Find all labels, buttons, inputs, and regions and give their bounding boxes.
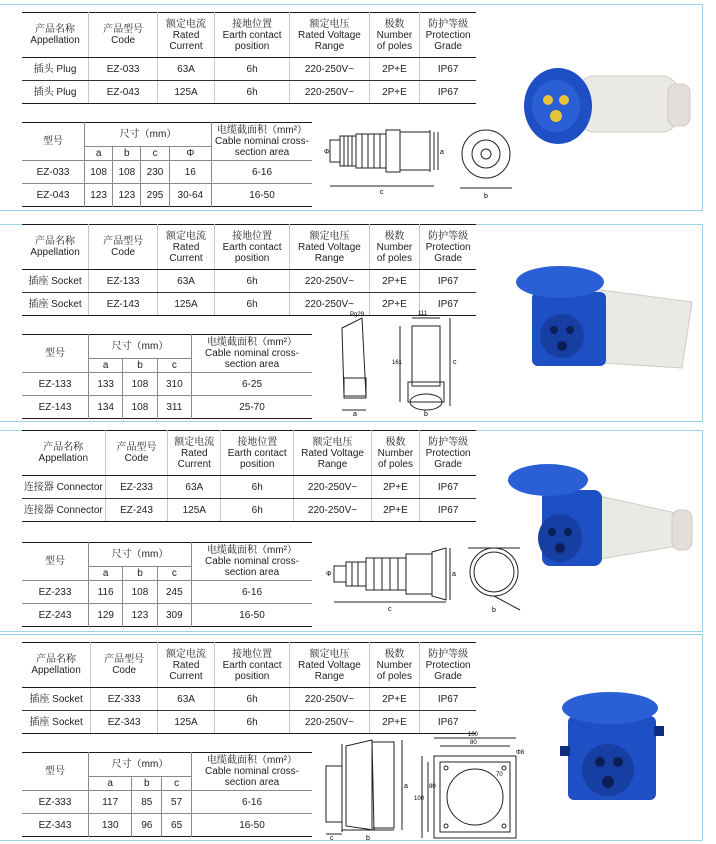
header-line: position	[234, 40, 270, 52]
table-header-cell	[158, 643, 215, 688]
header-line: 接地位置	[237, 436, 278, 448]
table-cell: 220-250V~	[290, 81, 369, 104]
header-line: Earth contact	[227, 447, 287, 459]
width-111-label: 111	[418, 311, 428, 317]
table-cell: 108	[85, 161, 113, 184]
table-cell: 125A	[168, 499, 221, 522]
table-header-cell: c	[162, 777, 192, 791]
table-cell: 295	[141, 184, 169, 207]
table-cell: 108	[123, 581, 157, 604]
table-cell: 插座 Socket	[22, 688, 91, 711]
header-line: Code	[111, 35, 136, 46]
table-cell: IP67	[420, 711, 476, 734]
table-cell: 129	[89, 604, 123, 627]
header-line: 极数	[384, 230, 405, 242]
header-line: Range	[314, 252, 345, 264]
table-row	[22, 373, 312, 396]
header-line: Current	[169, 252, 203, 264]
header-line: Rated Voltage	[298, 29, 361, 41]
socket-technical-drawing	[326, 306, 476, 418]
height-161-label: 161	[392, 360, 403, 366]
table-cell: EZ-333	[91, 688, 158, 711]
dimension-table	[22, 334, 312, 419]
header-line: 产品名称	[43, 442, 84, 453]
table-row	[22, 581, 312, 604]
table-cell: 65	[162, 814, 192, 837]
table-cell: EZ-233	[105, 476, 168, 499]
dim-a-label: a	[404, 783, 408, 790]
header-line: section area	[224, 567, 280, 578]
table-header-cell	[369, 225, 420, 270]
header-line: Grade	[434, 670, 462, 682]
table-row	[22, 161, 312, 184]
header-line: Protection	[425, 29, 471, 41]
table-header-cell	[420, 431, 476, 476]
header-line: 接地位置	[232, 18, 273, 30]
table-header-cell	[168, 431, 221, 476]
header-line: Grade	[434, 252, 462, 264]
header-line: Grade	[434, 458, 462, 470]
table-header-cell: 型号	[22, 543, 89, 581]
table-cell: 108	[123, 373, 157, 396]
header-line: Number	[376, 659, 413, 671]
table-row	[22, 476, 476, 499]
table-header-cell: a	[89, 567, 123, 581]
header-line: 防护等级	[428, 18, 469, 30]
header-line: Grade	[434, 40, 462, 52]
table-row	[22, 396, 312, 419]
table-cell: 123	[123, 604, 157, 627]
dim-c-label: c	[380, 189, 384, 196]
spec-table	[22, 430, 476, 522]
header-line: Number	[376, 29, 413, 41]
table-cell: EZ-043	[22, 184, 85, 207]
table-header-cell	[214, 225, 289, 270]
phi-label: Φ	[326, 571, 332, 578]
table-cell: EZ-143	[89, 293, 158, 316]
table-cell: 245	[157, 581, 191, 604]
col-model: 型号	[22, 123, 85, 161]
header-line: Protection	[425, 447, 471, 459]
header-line: Range	[317, 458, 348, 470]
table-cell: EZ-343	[22, 814, 89, 837]
table-cell: 310	[157, 373, 191, 396]
header-line: 电缆截面积（mm²）	[207, 545, 297, 556]
header-line: Appellation	[38, 453, 89, 464]
table-header-cell	[214, 643, 289, 688]
table-header-cell: b	[113, 147, 141, 161]
table-header-cell: 尺寸（mm）	[89, 753, 192, 777]
header-line: Current	[177, 458, 211, 470]
table-cell: 25-70	[192, 396, 313, 419]
header-line: Rated	[172, 659, 200, 671]
dim-a-label: a	[353, 411, 357, 418]
table-header-cell	[420, 225, 476, 270]
table-cell: IP67	[420, 688, 476, 711]
table-row	[22, 270, 476, 293]
header-line: Range	[314, 40, 345, 52]
section-panel-socket	[0, 634, 716, 844]
col-size: 尺寸（mm）	[85, 123, 212, 147]
table-cell: 2P+E	[369, 293, 420, 316]
table-row	[22, 814, 312, 837]
spec-table	[22, 642, 476, 734]
table-cell: 16-50	[192, 814, 313, 837]
col-protection	[420, 13, 476, 58]
col-code	[89, 13, 158, 58]
header-line: 额定电流	[166, 230, 207, 242]
table-cell: 123	[113, 184, 141, 207]
table-cell: 116	[89, 581, 123, 604]
table-header-cell	[89, 225, 158, 270]
dim-c-label: c	[388, 606, 392, 613]
table-header-cell: a	[85, 147, 113, 161]
dim-b-label: b	[492, 607, 496, 614]
dim-c-label: c	[453, 359, 457, 366]
table-cell: 6h	[221, 499, 294, 522]
table-cell: 6h	[214, 688, 289, 711]
header-line: 极数	[385, 436, 406, 448]
table-header-cell: c	[157, 359, 191, 373]
col-poles	[369, 13, 420, 58]
header-line: 额定电压	[312, 436, 353, 448]
table-cell: 6-16	[192, 791, 313, 814]
table-cell: 63A	[158, 58, 215, 81]
table-cell: EZ-133	[89, 270, 158, 293]
table-header-cell	[22, 431, 105, 476]
table-header-cell: b	[123, 567, 157, 581]
table-header-cell: a	[89, 359, 123, 373]
table-cell: 2P+E	[369, 711, 420, 734]
spec-table	[22, 12, 476, 104]
table-cell: 133	[89, 373, 123, 396]
phi8-label: Φ8	[516, 750, 525, 756]
dim-b-label: b	[424, 411, 428, 418]
header-line: 电缆截面积（mm²）	[207, 337, 297, 348]
header-line: 额定电流	[174, 436, 215, 448]
header-line: 产品型号	[103, 24, 144, 35]
header-line: Rated Voltage	[298, 241, 361, 253]
table-cell: EZ-143	[22, 396, 89, 419]
header-line: of poles	[376, 40, 412, 52]
dim-a-label: a	[440, 149, 444, 156]
table-header-cell	[91, 643, 158, 688]
table-cell: IP67	[420, 81, 476, 104]
table-cell: 2P+E	[369, 81, 420, 104]
header-line: Appellation	[30, 247, 80, 258]
table-cell: 108	[113, 161, 141, 184]
table-cell: 220-250V~	[294, 499, 371, 522]
table-header-cell	[192, 543, 313, 581]
table-cell: 220-250V~	[290, 270, 369, 293]
col-appellation	[22, 13, 89, 58]
header-line: Earth contact	[222, 659, 282, 671]
table-cell: 125A	[158, 81, 215, 104]
connector-technical-drawing	[322, 544, 530, 616]
header-line: 防护等级	[428, 648, 469, 660]
table-cell: EZ-043	[89, 81, 158, 104]
table-header-cell	[294, 431, 371, 476]
table-cell: 2P+E	[369, 58, 420, 81]
table-header-cell: 尺寸（mm）	[89, 543, 192, 567]
table-header-cell	[192, 335, 313, 373]
table-header-cell: c	[157, 567, 191, 581]
table-cell: 插头 Plug	[22, 81, 89, 104]
table-header-cell: 尺寸（mm）	[89, 335, 192, 359]
table-cell: 插座 Socket	[22, 711, 91, 734]
table-header-cell	[192, 753, 313, 791]
header-line: Number	[377, 447, 414, 459]
radius-70-label: 70	[496, 772, 503, 778]
header-line: of poles	[377, 458, 413, 470]
section-connector	[0, 424, 716, 634]
header-line: Current	[169, 670, 203, 682]
table-cell: EZ-033	[89, 58, 158, 81]
header-line: Cable nominal cross-	[215, 136, 309, 147]
table-cell: 插座 Socket	[22, 293, 89, 316]
table-cell: 220-250V~	[290, 293, 369, 316]
table-header-cell	[420, 643, 476, 688]
table-cell: 63A	[158, 688, 215, 711]
table-header-cell: b	[132, 777, 162, 791]
header-line: section area	[224, 777, 280, 788]
header-line: Number	[376, 241, 413, 253]
table-cell: 125A	[158, 293, 215, 316]
header-line: 电缆截面积（mm²）	[217, 125, 307, 136]
table-cell: 连接器 Connector	[22, 476, 105, 499]
section-socket	[0, 212, 716, 424]
header-line: Code	[112, 665, 137, 676]
table-row	[22, 604, 312, 627]
table-cell: EZ-033	[22, 161, 85, 184]
table-cell: 230	[141, 161, 169, 184]
dimension-table	[22, 752, 312, 837]
height-80-label: 80	[429, 784, 436, 790]
table-cell: 6h	[214, 81, 289, 104]
header-line: 产品型号	[103, 236, 144, 247]
table-cell: 63A	[158, 270, 215, 293]
table-cell: 6h	[214, 293, 289, 316]
table-row	[22, 58, 476, 81]
header-line: Range	[314, 670, 345, 682]
header-line: 额定电压	[309, 230, 350, 242]
header-line: position	[234, 252, 270, 264]
header-line: position	[234, 670, 270, 682]
table-cell: 130	[89, 814, 132, 837]
header-line: 产品名称	[36, 654, 77, 665]
table-cell: 85	[132, 791, 162, 814]
table-header-cell: Φ	[169, 147, 211, 161]
table-cell: EZ-243	[105, 499, 168, 522]
header-line: Rated	[172, 241, 200, 253]
table-cell: IP67	[420, 58, 476, 81]
table-cell: 6-16	[192, 581, 313, 604]
table-cell: 57	[162, 791, 192, 814]
panel-socket-product-photo	[546, 686, 686, 806]
table-cell: 6h	[214, 270, 289, 293]
table-cell: 插头 Plug	[22, 58, 89, 81]
header-line: Appellation	[30, 35, 80, 46]
table-header-cell	[158, 225, 215, 270]
header-line: Cable nominal cross-	[205, 348, 299, 359]
table-cell: EZ-133	[22, 373, 89, 396]
table-cell: 连接器 Connector	[22, 499, 105, 522]
header-line: of poles	[376, 252, 412, 264]
header-line: 极数	[384, 18, 405, 30]
header-line: Rated Voltage	[298, 659, 361, 671]
socket-product-photo	[504, 258, 700, 382]
table-cell: EZ-333	[22, 791, 89, 814]
table-cell: 6h	[221, 476, 294, 499]
header-line: Earth contact	[222, 29, 282, 41]
table-cell: 2P+E	[369, 270, 420, 293]
table-cell: 2P+E	[369, 688, 420, 711]
col-cable	[212, 123, 313, 161]
plug-technical-drawing	[318, 126, 518, 206]
header-line: Rated	[172, 29, 200, 41]
header-line: 接地位置	[232, 230, 273, 242]
panel-socket-technical-drawing	[316, 730, 546, 840]
table-cell: 220-250V~	[290, 58, 369, 81]
table-header-cell	[371, 431, 419, 476]
header-line: 接地位置	[232, 648, 273, 660]
dim-b-label: b	[366, 835, 370, 840]
header-line: 产品名称	[35, 236, 76, 247]
table-cell: 220-250V~	[294, 476, 371, 499]
table-cell: 220-250V~	[290, 711, 369, 734]
table-cell: 63A	[168, 476, 221, 499]
table-cell: 6-25	[192, 373, 313, 396]
height-100-label: 100	[414, 796, 425, 802]
pg29-label: Pg29	[350, 312, 365, 318]
header-line: 产品型号	[116, 442, 157, 453]
table-row	[22, 499, 476, 522]
table-header-cell	[290, 643, 369, 688]
header-line: section area	[234, 147, 290, 158]
table-cell: 30-64	[169, 184, 211, 207]
table-cell: 16-50	[192, 604, 313, 627]
table-header-cell: 型号	[22, 335, 89, 373]
table-cell: 117	[89, 791, 132, 814]
table-cell: 108	[123, 396, 157, 419]
table-cell: 125A	[158, 711, 215, 734]
table-header-cell: b	[123, 359, 157, 373]
plug-product-photo	[518, 54, 698, 162]
table-cell: 134	[89, 396, 123, 419]
table-header-cell	[22, 643, 91, 688]
col-current	[158, 13, 215, 58]
table-cell: IP67	[420, 499, 476, 522]
header-line: 防护等级	[428, 436, 469, 448]
section-plug	[0, 0, 716, 212]
table-cell: 16-50	[212, 184, 313, 207]
table-cell: 6h	[214, 58, 289, 81]
table-cell: 插座 Socket	[22, 270, 89, 293]
table-cell: 2P+E	[371, 499, 419, 522]
header-line: Cable nominal cross-	[205, 556, 299, 567]
table-row	[22, 791, 312, 814]
header-line: position	[239, 458, 275, 470]
dim-b-label: b	[484, 193, 488, 200]
table-header-cell	[105, 431, 168, 476]
table-header-cell	[22, 225, 89, 270]
header-line: 额定电压	[309, 648, 350, 660]
header-line: 电缆截面积（mm²）	[207, 755, 297, 766]
table-row	[22, 688, 476, 711]
header-line: 额定电流	[166, 18, 207, 30]
header-line: Rated Voltage	[301, 447, 364, 459]
header-line: Current	[169, 40, 203, 52]
table-cell: IP67	[420, 293, 476, 316]
header-line: Rated	[180, 447, 208, 459]
dim-c-label: c	[330, 835, 334, 840]
header-line: 额定电压	[309, 18, 350, 30]
table-header-cell	[369, 643, 420, 688]
header-line: 产品型号	[104, 654, 145, 665]
connector-product-photo	[502, 454, 700, 584]
header-line: 额定电流	[166, 648, 207, 660]
table-header-cell	[221, 431, 294, 476]
dim-a-label: a	[452, 571, 456, 578]
table-cell: 16	[169, 161, 211, 184]
table-cell: 220-250V~	[290, 688, 369, 711]
table-cell: 311	[157, 396, 191, 419]
width-100-label: 100	[468, 732, 479, 738]
header-line: Cable nominal cross-	[205, 766, 299, 777]
table-row	[22, 184, 312, 207]
table-cell: EZ-343	[91, 711, 158, 734]
table-cell: EZ-243	[22, 604, 89, 627]
table-cell: 6h	[214, 711, 289, 734]
table-header-cell	[290, 225, 369, 270]
table-cell: 2P+E	[371, 476, 419, 499]
table-header-cell: a	[89, 777, 132, 791]
table-header-cell: c	[141, 147, 169, 161]
table-cell: EZ-233	[22, 581, 89, 604]
header-line: Earth contact	[222, 241, 282, 253]
col-earth	[214, 13, 289, 58]
dimension-table	[22, 122, 312, 207]
col-voltage	[290, 13, 369, 58]
header-line: section area	[224, 359, 280, 370]
table-cell: IP67	[420, 270, 476, 293]
header-line: Code	[124, 453, 149, 464]
phi-label: Φ	[324, 149, 330, 156]
header-line: Code	[111, 247, 136, 258]
table-header-cell: 型号	[22, 753, 89, 791]
table-cell: 6-16	[212, 161, 313, 184]
table-cell: 309	[157, 604, 191, 627]
dimension-table	[22, 542, 312, 627]
header-line: Protection	[425, 659, 471, 671]
header-line: 极数	[384, 648, 405, 660]
header-line: Appellation	[31, 665, 81, 676]
header-line: of poles	[376, 670, 412, 682]
table-row	[22, 81, 476, 104]
header-line: Protection	[425, 241, 471, 253]
header-line: 防护等级	[428, 230, 469, 242]
table-cell: IP67	[420, 476, 476, 499]
header-line: 产品名称	[35, 24, 76, 35]
width-80-label: 80	[470, 740, 477, 746]
table-cell: 123	[85, 184, 113, 207]
table-cell: 96	[132, 814, 162, 837]
spec-table	[22, 224, 476, 316]
